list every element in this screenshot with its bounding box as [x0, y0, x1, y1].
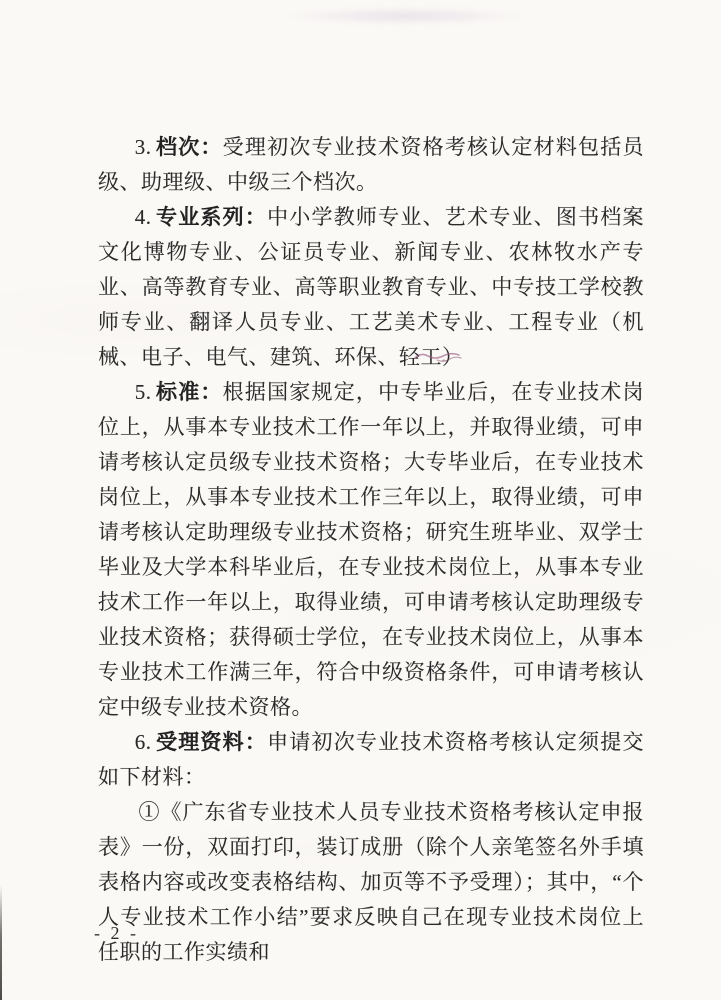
item-label: 标准： — [155, 380, 223, 404]
scan-edge-shadow — [0, 885, 2, 1000]
paragraph-text: ①《广东省专业技术人员专业技术资格考核认定申报表》一份，双面打印，装订成册（除个人亲笔签名外手填表格内容或改变表格结构、加页等不予受理）；其中，“个人专业技术工作小结”要求反映自己在现专业技术岗位上任职的工作实绩和 — [98, 800, 644, 964]
paragraph-materials — [98, 725, 644, 795]
paragraph-form-item — [98, 795, 644, 970]
paragraph-text: 受理初次专业技术资格考核认定材料包括员级、助理级、中级三个档次。 — [98, 135, 645, 194]
item-label: 专业系列： — [155, 205, 268, 229]
item-number: 4. — [134, 205, 152, 229]
paragraph-text: 申请初次专业技术资格考核认定须提交如下材料： — [98, 730, 645, 789]
document-body — [98, 130, 644, 970]
paragraph-standard — [98, 375, 644, 725]
ink-smudge-artifact — [413, 348, 465, 368]
paragraph-series — [98, 200, 644, 375]
item-label: 受理资料： — [155, 730, 268, 754]
paragraph-text: 中小学教师专业、艺术专业、图书档案文化博物专业、公证员专业、新闻专业、农林牧水产专业、高等教育专业、高等职业教育专业、中专技工学校教师专业、翻译人员专业、工艺美术专业、工程专业（机械、电子、电气、建筑、环保、轻工） — [98, 205, 645, 369]
item-number: 5. — [134, 380, 152, 404]
item-number: 6. — [134, 730, 152, 754]
page-number: - 2 - — [94, 923, 139, 943]
paragraph-levels — [98, 130, 644, 200]
scan-smudge-artifact — [240, 4, 570, 28]
item-number: 3. — [134, 135, 152, 159]
item-label: 档次： — [155, 135, 223, 159]
paragraph-text: 根据国家规定，中专毕业后，在专业技术岗位上，从事本专业技术工作一年以上，并取得业绩，可申请考核认定员级专业技术资格；大专毕业后，在专业技术岗位上，从事本专业技术工作三年以上，取得业绩，可申请考核认定助理级专业技术资格；研究生班毕业、双学士毕业及大学本科毕业后，在专业技术岗位上，从事本专业技术工作一年以上，取得业绩，可申请考核认定助理级专业技术资格；获得硕士学位，在专业技术岗位上，从事本专业技术工作满三年，符合中级资格条件，可申请考核认定中级专业技术资格。 — [98, 380, 645, 719]
